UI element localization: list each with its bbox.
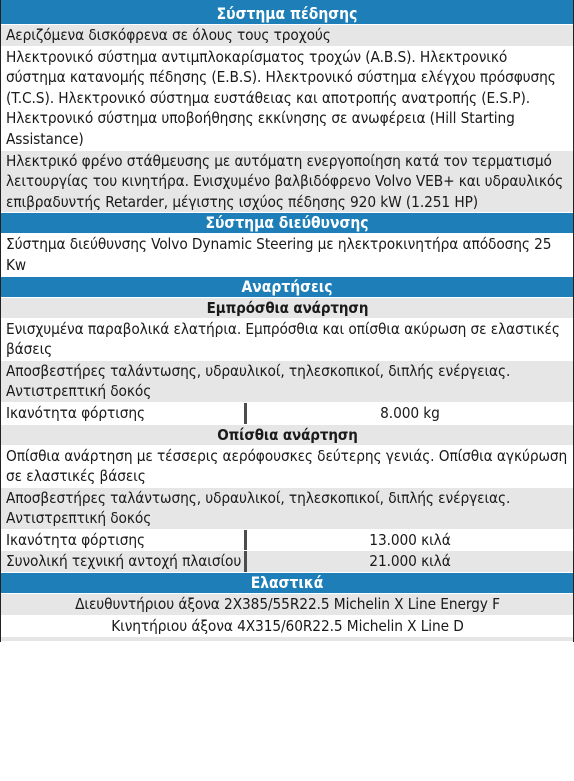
rear-suspension-row-airbags: Οπίσθια ανάρτηση με τέσσερις αερόφουσκες δεύτερης γενιάς. Οπίσθια αγκύρωση σε ελαστικές βάσεις xyxy=(1,446,573,488)
tyres-row-drive-axle: Κινητήριου άξονα 4X315/60R22.5 Michelin X Line D xyxy=(1,616,573,638)
braking-row-parking-retarder: Ηλεκτρικό φρένο στάθμευσης με αυτόματη ενεργοποίηση κατά τον τερματισμό λειτουργίας του κινητήρα. Ενισχυμένο βαλβιδόφρενο Volvo VEB+ και υδραυλικός επιβραδυντής Retarder, μέγιστης ισχύος πέδησης 920 kW (1.251 HP) xyxy=(1,151,573,214)
chassis-total-label: Συνολική τεχνική αντοχή πλαισίου xyxy=(6,552,242,571)
front-suspension-row-springs: Ενισχυμένα παραβολικά ελατήρια. Εμπρόσθια και οπίσθια ακύρωση σε ελαστικές βάσεις xyxy=(1,319,573,361)
front-capacity-label: Ικανότητα φόρτισης xyxy=(6,403,145,422)
braking-row-electronic-systems: Ηλεκτρονικό σύστημα αντιμπλοκαρίσματος τροχών (A.B.S). Ηλεκτρονικό σύστημα κατανομής πέδησης (E.B.S). Ηλεκτρονικό σύστημα ελέγχου πρόσφυσης (T.C.S). Ηλεκτρονικό σύστημα ευστάθειας και αποτροπής ανατροπής (E.S.P). Ηλεκτρονικό σύστημα υποβοήθησης εκκίνησης σε ανωφέρεια (Hill Starting Assistance) xyxy=(1,47,573,151)
section-header-braking: Σύστημα πέδησης xyxy=(1,4,573,25)
subheader-rear-suspension: Οπίσθια ανάρτηση xyxy=(1,425,573,446)
rear-suspension-row-dampers: Αποσβεστήρες ταλάντωσης, υδραυλικοί, τηλεσκοπικοί, διπλής ενέργειας. Αντιστρεπτική δοκός xyxy=(1,488,573,530)
braking-row-discs: Αεριζόμενα δισκόφρενα σε όλους τους τροχούς xyxy=(1,25,573,47)
bottom-edge-strip xyxy=(1,637,573,642)
section-header-tyres: Ελαστικά xyxy=(1,573,573,594)
rear-capacity-label: Ικανότητα φόρτισης xyxy=(6,530,145,549)
rear-suspension-capacity-row xyxy=(1,530,573,552)
steering-row-dynamic-steering: Σύστημα διεύθυνσης Volvo Dynamic Steering με ηλεκτροκινητήρα απόδοσης 25 Kw xyxy=(1,234,573,276)
front-capacity-value: 8.000 kg xyxy=(380,403,440,422)
chassis-total-capacity-row xyxy=(1,551,573,573)
rear-capacity-value: 13.000 κιλά xyxy=(369,530,451,549)
front-suspension-capacity-row xyxy=(1,403,573,425)
chassis-total-value: 21.000 κιλά xyxy=(369,552,451,571)
subheader-front-suspension: Εμπρόσθια ανάρτηση xyxy=(1,298,573,319)
section-header-steering: Σύστημα διεύθυνσης xyxy=(1,213,573,234)
front-suspension-row-dampers: Αποσβεστήρες ταλάντωσης, υδραυλικοί, τηλεσκοπικοί, διπλής ενέργειας. Αντιστρεπτική δοκός xyxy=(1,361,573,403)
section-header-suspension: Αναρτήσεις xyxy=(1,277,573,298)
tyres-row-steering-axle: Διευθυντήριου άξονα 2X385/55R22.5 Michelin X Line Energy F xyxy=(1,594,573,616)
